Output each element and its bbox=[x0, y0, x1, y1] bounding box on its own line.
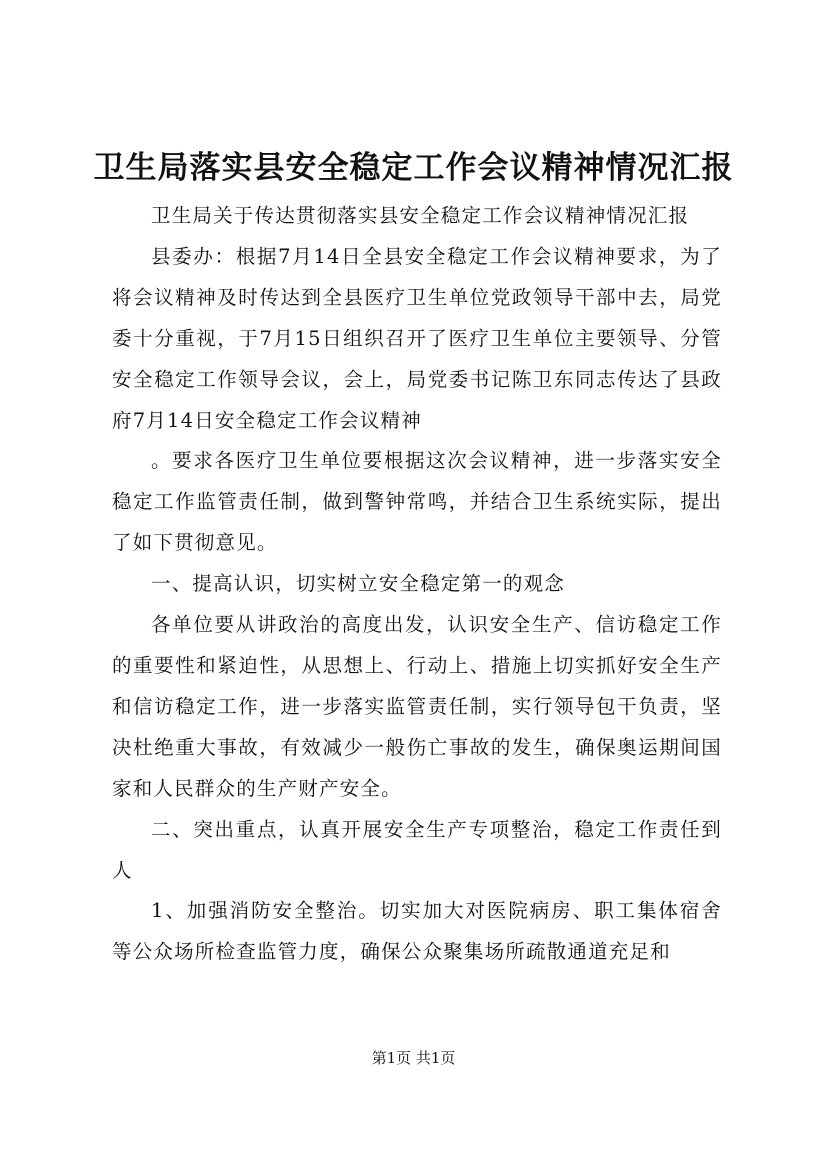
section-heading-1: 一、提高认识，切实树立安全稳定第一的观念 bbox=[151, 572, 566, 596]
section-heading-2: 二、突出重点，认真开展安全生产专项整治，稳定工作责任到人 bbox=[112, 817, 722, 882]
paragraph-item-1: 1、加强消防安全整治。切实加大对医院病房、职工集体宿舍等公众场所检查监管力度，确保公众聚集场所疏散通道充足和 bbox=[112, 899, 722, 964]
paragraph-intro: 县委办：根据7月14日全县安全稳定工作会议精神要求，为了将会议精神及时传达到全县医疗卫生单位党政领导干部中去，局党委十分重视，于7月15日组织召开了医疗卫生单位主要领导、分管安全稳定工作领导会议，会上，局党委书记陈卫东同志传达了县政府7月14日安全稳定工作会议精神 bbox=[112, 244, 722, 432]
paragraph-section-1: 各单位要从讲政治的高度出发，认识安全生产、信访稳定工作的重要性和紧迫性，从思想上、行动上、措施上切实抓好安全生产和信访稳定工作，进一步落实监管责任制，实行领导包干负责，坚决杜绝重大事故，有效减少一般伤亡事故的发生，确保奥运期间国家和人民群众的生产财产安全。 bbox=[112, 613, 722, 800]
document-body bbox=[112, 196, 722, 973]
paragraph-subtitle: 卫生局关于传达贯彻落实县安全稳定工作会议精神情况汇报 bbox=[151, 204, 690, 227]
document-title: 卫生局落实县安全稳定工作会议精神情况汇报 bbox=[93, 150, 734, 186]
page-footer: 第1页 共1页 bbox=[371, 1049, 456, 1067]
paragraph-requirements: 。要求各医疗卫生单位要根据这次会议精神，进一步落实安全稳定工作监管责任制，做到警钟常鸣，并结合卫生系统实际，提出了如下贯彻意见。 bbox=[112, 449, 722, 555]
